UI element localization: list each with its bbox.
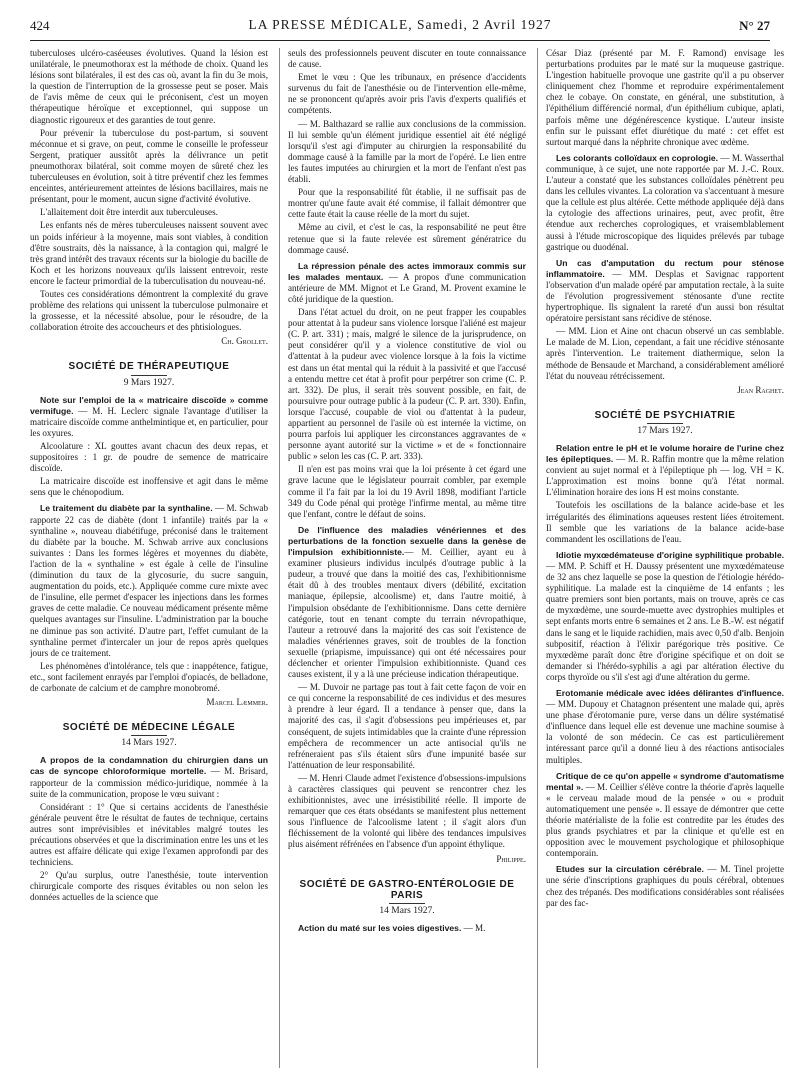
paper-title: Action du maté sur les voies digestives. xyxy=(298,922,462,933)
paragraph: — M. Henri Claude admet l'existence d'obsessions-impulsions à caractères classiques qui peuvent se rencontrer chez les exhibitionnistes, avec une irrésistibilité réelle. Il importe de remarquer que ces états obsédants se manifestent plus nettement sous l'influence de l'alcoolisme latent ; il s'agit alors d'un fléchissement de la volonté qui libère des tendances impulsives plus aisément réfrénées en l'absence d'un appoint éthylique. xyxy=(288,772,526,850)
paper-title: Erotomanie médicale avec idées délirantes d'influence. xyxy=(556,687,784,698)
paper-title: Le traitement du diabète par la synthaline. xyxy=(40,503,213,514)
page-number: 424 xyxy=(30,18,50,33)
section-date: 14 Mars 1927. xyxy=(379,905,435,916)
issue-number: N° 27 xyxy=(739,18,770,33)
paragraph xyxy=(546,443,784,498)
paragraph: Toutes ces considérations démontrent la complexité du grave problème des relations qui unissent la tuberculose pulmonaire et la grossesse, et la nécessité absolue, pour le résoudre, de la collaboration étroite des accoucheurs et des phtisiologues. xyxy=(30,288,268,333)
paper-body: — M. Wasserthal communique, à ce sujet, une note rapportée par M. J.-C. Roux. L'auteur a constaté que les substances colloïdales pénètrent peu dans les cellules vivantes. La coloration va s'accentuant à mesure que la cellule est plus altérée. Cette méthode appliquée déjà dans la cytologie des affections urinaires, peut, avec profit, être étendue aux recherches coprologiques, et vraisemblablement aussi à l'étude microscopique des liquides prélevés par tubage gastrique ou duodénal. xyxy=(546,152,784,252)
paragraph xyxy=(546,688,784,766)
paragraph xyxy=(546,153,784,253)
section-title: SOCIÉTÉ DE GASTRO-ENTÉROLOGIE DE PARIS xyxy=(288,879,526,904)
paragraph: César Diaz (présenté par M. F. Ramond) envisage les perturbations produites par le maté sur la muqueuse gastrique. L'ingestion habituelle provoque une gastrite qu'il a pu observer cliniquement chez l'homme et reproduire expérimentalement chez le cobaye. On constate, en général, une substitution, à l'épithélium différencié normal, d'un épithélium cubique, aplati, parfois même une dégénérescence kystique. L'auteur insiste enfin sur le puissant effet diurétique du maté : cet effet est surtout marqué dans la néphrite chronique avec œdème. xyxy=(546,48,784,147)
paragraph: — M. Duvoir ne partage pas tout à fait cette façon de voir en ce qui concerne la responsabilité de ces individus et des mesures à prendre à leur égard. Il a tendance à penser que, dans la majorité des cas, il s'agit d'obsessions peu impérieuses et, par conséquent, de sujets intimidables que la crainte d'une répression empêchera de recommencer un acte antisocial qu'ils ne refréneraient pas s'ils étaient sûrs d'une impunité basée sur l'atténuation de leur responsabilité. xyxy=(288,682,526,770)
paper-title: De l'influence des maladies vénériennes et des perturbations de la fonction sexuelle dans la genèse de l'impulsion exhibitionniste. xyxy=(288,524,526,558)
paper-title: A propos de la condamnation du chirurgien dans un cas de syncope chloroformique mortelle. xyxy=(30,755,268,777)
paper-body: — MM. P. Schiff et H. Daussy présentent une myxœdémateuse de 32 ans chez laquelle se pose la question de l'étiologie hérédo-syphilitique. La malade est la cinquième de 14 enfants ; les quatre premiers sont bien portants, mais on trouve, après ce cas de myxœdème, une sourde-muette avec dystrophies multiples et sept enfants morts entre 6 semaines et 2 ans. Le B.-W. est négatif dans le sang et le liquide rachidien, mais avec 0,50 d'alb. Benjoin subpositif, réaction à l'élixir parégorique très positive. Ce myxœdème paraît donc être d'origine spécifique et on doit se demander si l'hérédo-syphilis a agi par altération élective du corps thyroïde ou s'il s'est agi d'une altération du germe. xyxy=(546,560,784,682)
section-date: 17 Mars 1927. xyxy=(637,425,693,436)
paragraph xyxy=(546,864,784,908)
paragraph xyxy=(30,755,268,799)
paragraph: La matricaire discoïde est inoffensive et agit dans le même sens que le chénopodium. xyxy=(30,476,268,498)
paragraph xyxy=(288,923,526,934)
paragraph: L'allaitement doit être interdit aux tuberculeuses. xyxy=(40,207,218,218)
column-3 xyxy=(546,48,784,1068)
paragraph xyxy=(546,550,784,683)
section-title: SOCIÉTÉ DE PSYCHIATRIE xyxy=(546,410,784,424)
paragraph: — MM. Lion et Aine ont chacun observé un cas semblable. Le malade de M. Lion, cependant, a fait une récidive sténosante après l'intervention. Le traitement diathermique, selon la méthode de Bensaude et Marchand, a considérablement amélioré l'état du nouveau rétrécissement. xyxy=(546,326,784,381)
paper-title: Idiotie myxœdémateuse d'origine syphilitique probable. xyxy=(556,549,784,560)
paper-title: Les colorants colloïdaux en coprologie. xyxy=(556,152,719,163)
paper-title: Relation entre le pH et le volume horaire de l'urine chez les épileptiques. xyxy=(546,443,784,465)
signature: Ch. Grollet. xyxy=(221,336,268,347)
paragraph xyxy=(30,503,268,658)
journal-title: LA PRESSE MÉDICALE, Samedi, 2 Avril 1927 xyxy=(248,17,552,32)
paper-body: — M. Ceillier s'élève contre la théorie d'après laquelle « le cerveau malade moud de la pensée » ou « produit automatiquement une pensée ». Il essaye de démontrer que cette théorie matérialiste de la folie est contredite par les études des plus grands psychiatres et par la clinique et qu'elle est en opposition avec le mouvement psychologique et philosophique contemporain. xyxy=(546,781,784,859)
section-title: SOCIÉTÉ DE THÉRAPEUTIQUE xyxy=(30,361,268,375)
paper-title: Note sur l'emploi de la « matricaire discoïde » comme vermifuge. xyxy=(30,394,268,416)
paper-title: Critique de ce qu'on appelle « syndrome d'automatisme mental ». xyxy=(546,770,784,792)
paragraph xyxy=(546,771,784,860)
paper-body: — M. R. Raffin montre que la même relation convient au sujet normal et à l'épileptique ph — log. VH = K. L'approximation est moins bonne qu'à l'état normal. L'élimination horaire des ions H est moins constante. xyxy=(546,454,784,498)
paragraph: Dans l'état actuel du droit, on ne peut frapper les coupables pour attentat à la pudeur sans violence lorsque l'aliéné est majeur (C. P. art. 331) ; mais, malgré le silence de la jurisprudence, on peut considérer qu'il y a violence constitutive de viol ou d'attentat à la pudeur avec violence lorsque à la fois la victime est dans un état mental qui la réduit à la passivité et que l'accusé a entendu mettre cet état à profit pour perpétrer son crime (C. P. art. 332). De plus, il serait très souvent possible, en fait, de poursuivre pour outrage public à la pudeur (C. P. art. 330). Enfin, lorsque l'accusé, coupable de viol ou d'attentat à la pudeur, appartient au personnel de l'asile où est internée la victime, on pourra parfois lui appliquer les circonstances aggravantes de « personne ayant autorité sur la victime » et de « fonctionnaire public » selon les cas (C. P. art. 333). xyxy=(288,307,526,462)
paragraph xyxy=(288,261,526,305)
column-divider-1 xyxy=(279,48,280,1068)
paper-body: — A propos d'une communication antérieure de MM. Mignot et Le Grand, M. Provent examine le côté juridique de la question. xyxy=(288,271,526,304)
paragraph: 2° Qu'au surplus, outre l'anesthésie, toute intervention chirurgicale comporte des risques évitables ou non selon les données actuelles de la science que xyxy=(30,870,268,903)
paragraph: Les enfants nés de mères tuberculeuses naissent souvent avec un poids inférieur à la moyenne, mais sont viables, à condition d'être soustraits, dès la naissance, à la contagion qui, malgré le très grand intérêt des travaux récents sur la biologie du bacille de Koch et les horizons nouveaux qu'ils laissent entrevoir, reste encore le facteur primordial de la tuberculisation du nouveau-né. xyxy=(30,220,268,286)
paper-body: — MM. Dupouy et Chatagnon présentent une malade qui, après une phase d'érotomanie pure, verse dans un délire systématisé d'influence dans lequel elle est devenue une machine soumise à la volonté de son médecin. Ce cas est particulièrement intéressant parce qu'il a donné lieu à des réactions antisociales multiples. xyxy=(546,699,784,765)
paragraph: Pour prévenir la tuberculose du post-partum, si souvent méconnue et si grave, on peut, comme le conseille le professeur Sergent, pratiquer aussitôt après la délivrance un petit pneumothorax bilatéral, soit comme moyen de sûreté chez les tuberculeuses en évolution, soit à titre préventif chez les femmes enceintes, antérieurement atteintes de lésions bacillaires, mais ne présentant, pour le moment, aucun signe d'activité évolutive. xyxy=(30,127,268,205)
section-date: 9 Mars 1927. xyxy=(123,377,175,388)
column-2 xyxy=(288,48,526,1068)
paper-title: La répression pénale des actes immoraux commis sur les malades mentaux. xyxy=(288,260,526,282)
paper-body: — M. Schwab rapporte 22 cas de diabète (dont 1 infantile) traités par la « synthaline », nouveau diabétifuge, préconisé dans le traitement du diabète par la bouche. M. Schwab arrive aux conclusions suivantes : Dans les formes légères et moyennes du diabète, l'action de la « synthaline » est égale à celle de l'insuline (diminution du taux de la glycosurie, du sucre sanguin, augmentation du poids, etc.). Appliquée comme cure mixte avec de l'insuline, elle permet d'espacer les injections dans les formes graves de cette maladie. Ce nouveau médicament présente même quelques avantages sur l'insuline. L'administration par la bouche ne diminue pas son activité. D'autre part, l'effet cumulant de la synthaline permet d'intercaler un jour de repos après quelques jours de ce traitement. xyxy=(30,503,268,658)
paragraph: Toutefois les oscillations de la balance acide-base et les irrégularités des éliminations aqueuses restent liées étroitement. Il semble que les variations de la balance acide-base commandent les oscillations de l'eau. xyxy=(546,500,784,544)
paragraph: Considérant : 1° Que si certains accidents de l'anesthésie générale peuvent être le résultat de fautes de technique, certains autres sont imprévisibles et inévitables malgré toutes les précautions observées et que la discrimination entre les uns et les autres est affaire délicate qui exige l'examen approfondi par des techniciens. xyxy=(30,801,268,868)
paper-title: Etudes sur la circulation cérébrale. xyxy=(556,864,704,875)
paper-body: — M. H. Leclerc signale l'avantage d'utiliser la matricaire discoïde comme anthelmintique et, en particulier, pour les oxyures. xyxy=(30,405,268,438)
paragraph: Alcoolature : XL gouttes avant chacun des deux repas, et suppositoires : 1 gr. de poudre de semence de matricaire discoïde. xyxy=(30,441,268,474)
column-divider-2 xyxy=(537,48,538,1068)
paragraph: Pour que la responsabilité fût établie, il ne suffisait pas de montrer qu'une faute avait été commise, il fallait démontrer que cette faute était la cause réelle de la mort du sujet. xyxy=(288,187,526,220)
paper-body: — M. Brisard, rapporteur de la commission médico-juridique, nommée à la suite de la communication, propose le vœu suivant : xyxy=(30,766,268,799)
section-date: 14 Mars 1927. xyxy=(121,738,177,749)
column-1 xyxy=(30,48,268,1068)
paper-body: — M. Tinel projette une série d'inscriptions graphiques du pouls cérébral, obtenues chez des trépanés. Des modifications considérables sont réalisées par des fac- xyxy=(546,864,784,908)
paragraph xyxy=(546,258,784,325)
signature: Jean Raghet. xyxy=(737,384,784,395)
paragraph: Même au civil, et c'est le cas, la responsabilité ne peut être retenue que si la faute relevée est sûrement génératrice du dommage causé. xyxy=(288,222,526,255)
paper-body: — MM. Desplas et Savignac rapportent l'observation d'un malade opéré par amputation rectale, à la suite de l'évolution progressivement sténosante d'une rectite hypertrophique. Ils signalent la rareté d'un aussi bon résultat opératoire persistant sans récidive de sténose. xyxy=(546,268,784,324)
paragraph: — M. Balthazard se rallie aux conclusions de la commission. Il lui semble qu'un élément juridique essentiel ait été négligé lorsqu'il s'est agi d'imputer au chirurgien la responsabilité du dommage causé à la famille par la mort de l'opéré. Le lien entre les fautes imputées au chirurgien et la mort de l'enfant n'est pas établi. xyxy=(288,118,526,185)
page-header xyxy=(30,14,770,41)
paragraph xyxy=(30,395,268,439)
paper-body: — M. xyxy=(461,922,486,933)
paragraph: tuberculoses ulcéro-caséeuses évolutives. Quand la lésion est unilatérale, le pneumothorax est la méthode de choix. Quand les lésions sont bilatérales, il est des cas où, avant la fin du 3e mois, la question de l'interruption de la grossesse peut se poser. Mais de l'avis même de ceux qui le préconisent, c'est un moyen thérapeutique héroïque et exceptionnel, qui suppose un diagnostic rigoureux et des garanties de tout genre. xyxy=(30,48,268,125)
paper-body: — M. Ceillier, ayant eu à examiner plusieurs individus inculpés d'outrage public à la pudeur, a trouvé que dans la moitié des cas, l'exhibitionnisme était dû à des troubles mentaux divers (débilité, excitation maniaque, épilepsie, alcoolisme) et, dans l'autre moitié, à l'impulsion obsédante de l'exhibitionnisme. Dans cette dernière catégorie, tout en tenant compte du terrain névropathique, l'auteur a retrouvé dans la majorité des cas soit l'existence de maladies vénériennes graves, soit de troubles de la fonction sexuelle (priapisme, impuissance) qui ont été nécessaires pour déclencher et orienter l'impulsion exhibitionniste. Quand ces causes existent, il y a là une précieuse indication thérapeutique. xyxy=(288,547,526,680)
signature: Philippe. xyxy=(496,853,526,864)
paragraph: Emet le vœu : Que les tribunaux, en présence d'accidents survenus du fait de l'anesthésie ou de l'intervention elle-même, ne se prononcent qu'après avoir pris l'avis d'experts qualifiés et compétents. xyxy=(288,72,526,116)
paragraph: Les phénomènes d'intolérance, tels que : inappétence, fatigue, etc., sont facilement enrayés par l'emploi d'opiacés, de belladone, de carbonate de calcium et de camphre monobromé. xyxy=(30,660,268,693)
paragraph: seuls des professionnels peuvent discuter en toute connaissance de cause. xyxy=(288,48,526,70)
signature: Marcel Læmmer. xyxy=(206,697,268,708)
section-title: SOCIÉTÉ DE MÉDECINE LÉGALE xyxy=(30,722,268,736)
paragraph xyxy=(288,525,526,680)
paper-title: Un cas d'amputation du rectum pour sténose inflammatoire. xyxy=(546,257,784,279)
paragraph: Il n'en est pas moins vrai que la loi présente à cet égard une grave lacune que le législateur pourrait combler, par exemple comme il l'a fait par la loi du 19 Avril 1898, modifiant l'article 349 du Code pénal qui protège l'infirme mental, au même titre que l'enfant, contre le défaut de soins. xyxy=(288,464,526,519)
